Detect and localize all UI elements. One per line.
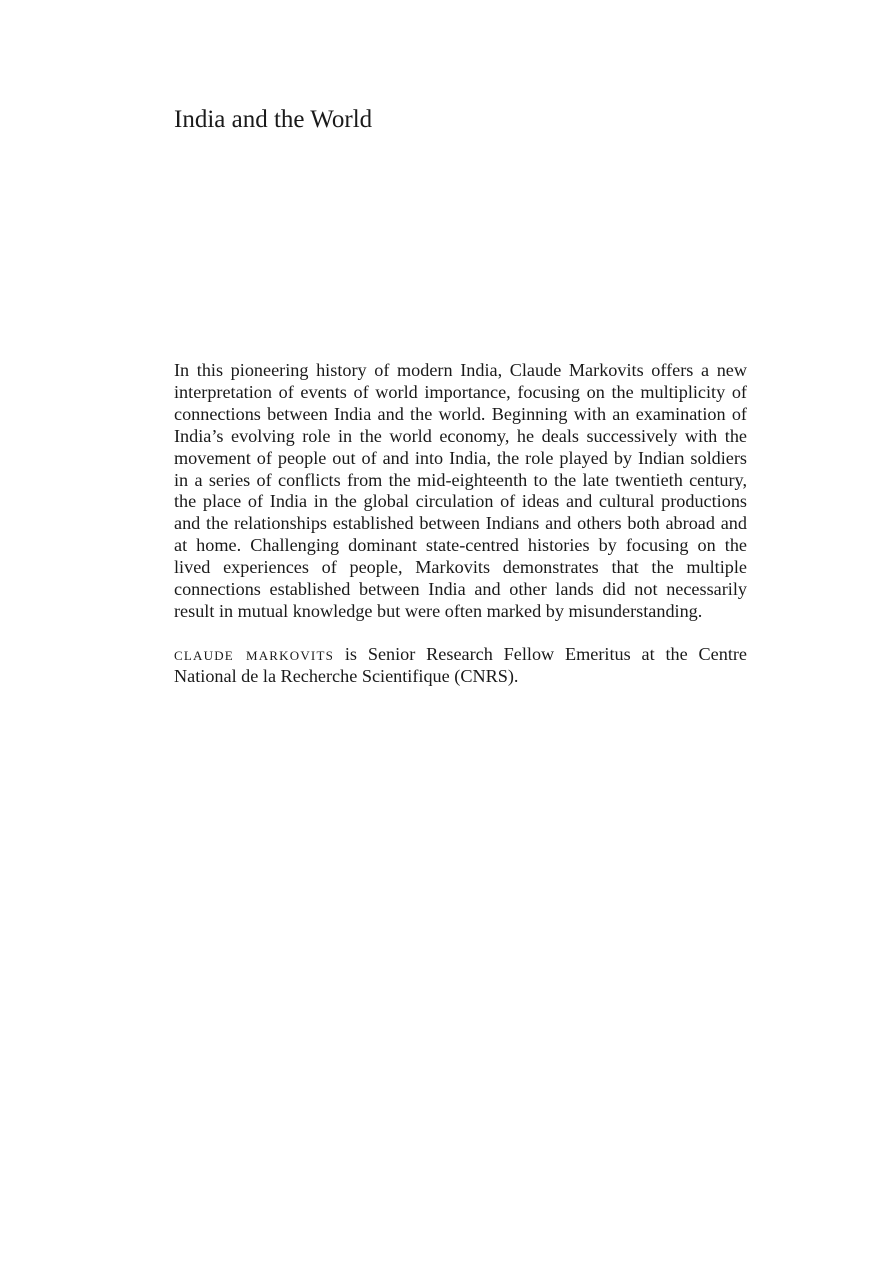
book-description: In this pioneering history of modern India, Claude Markovits offers a new interpretation of events of world importance, focusing on the multiplicity of connections between India and the world. Beginning with an examination of India’s evolving role in the world economy, he deals successively with the movement of people out of and into India, the role played by Indian soldiers in a series of conflicts from the mid-eighteenth to the late twentieth century, the place of India in the global circulation of ideas and cultural productions and the relationships established between Indians and others both abroad and at home. Challenging dominant state-centred histories by focusing on the lived experiences of people, Markovits demonstrates that the multiple connections established between India and other lands did not necessarily result in mutual knowledge but were often marked by misunderstanding. — [174, 360, 747, 621]
author-name: claude markovits — [174, 644, 335, 664]
page-title: India and the World — [174, 106, 373, 133]
author-bio-text: is Senior Research Fellow Emeritus at the Centre National de la Recherche Scientifique (CNRS). — [174, 644, 748, 686]
author-bio — [174, 644, 747, 688]
